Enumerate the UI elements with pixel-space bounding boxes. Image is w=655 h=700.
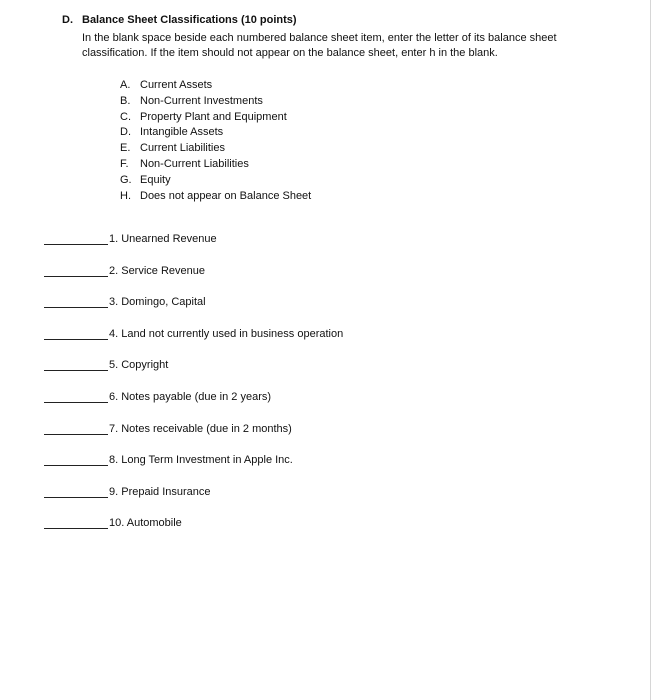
list-item — [44, 485, 343, 517]
answer-blank[interactable] — [44, 327, 108, 340]
list-item — [44, 358, 343, 390]
section-heading — [62, 14, 297, 26]
item-label: 4. Land not currently used in business operation — [109, 327, 344, 340]
page-edge-divider — [650, 0, 651, 700]
list-item — [44, 422, 343, 454]
option-letter: C. — [120, 110, 131, 123]
answer-blank[interactable] — [44, 422, 108, 435]
option-letter: E. — [120, 142, 131, 155]
item-label: 9. Prepaid Insurance — [109, 485, 211, 498]
list-item — [44, 232, 343, 264]
section-letter: D. — [62, 14, 73, 26]
section-title: Balance Sheet Classifications (10 points) — [82, 14, 297, 26]
item-label: 8. Long Term Investment in Apple Inc. — [109, 454, 293, 467]
option-label: Non-Current Liabilities — [140, 157, 249, 170]
item-label: 3. Domingo, Capital — [109, 296, 206, 309]
answer-blank[interactable] — [44, 232, 108, 245]
option-item — [120, 110, 311, 126]
option-label: Property Plant and Equipment — [140, 110, 287, 123]
option-item — [120, 189, 311, 205]
option-label: Does not appear on Balance Sheet — [140, 189, 312, 202]
item-label: 1. Unearned Revenue — [109, 233, 217, 245]
balance-sheet-items-list — [44, 232, 343, 548]
answer-blank[interactable] — [44, 390, 108, 403]
option-item — [120, 173, 311, 189]
option-label: Intangible Assets — [140, 126, 224, 139]
option-label: Current Assets — [140, 79, 213, 91]
option-item — [120, 94, 311, 110]
option-label: Current Liabilities — [140, 142, 225, 155]
answer-blank[interactable] — [44, 453, 108, 466]
answer-blank[interactable] — [44, 516, 108, 529]
option-label: Non-Current Investments — [140, 94, 263, 107]
option-item — [120, 78, 311, 94]
option-item — [120, 157, 311, 173]
option-letter: G. — [120, 173, 132, 186]
list-item — [44, 390, 343, 422]
answer-blank[interactable] — [44, 295, 108, 308]
option-letter: A. — [120, 79, 131, 91]
answer-blank[interactable] — [44, 358, 108, 371]
section-instructions: In the blank space beside each numbered balance sheet item, enter the letter of its balance sheet classification. If the item should not appear on the balance sheet, enter h in the blank. — [82, 32, 557, 59]
option-item — [120, 141, 311, 157]
item-label: 2. Service Revenue — [109, 264, 205, 277]
answer-blank[interactable] — [44, 264, 108, 277]
option-letter: F. — [120, 157, 129, 170]
answer-blank[interactable] — [44, 485, 108, 498]
option-label: Equity — [140, 173, 171, 186]
list-item — [44, 327, 343, 359]
list-item — [44, 264, 343, 296]
classification-options-list — [120, 78, 311, 204]
item-label: 10. Automobile — [109, 517, 182, 530]
option-letter: B. — [120, 94, 131, 107]
list-item — [44, 295, 343, 327]
list-item — [44, 516, 343, 548]
item-label: 7. Notes receivable (due in 2 months) — [109, 422, 292, 435]
option-letter: H. — [120, 189, 131, 202]
item-label: 6. Notes payable (due in 2 years) — [109, 390, 272, 403]
list-item — [44, 453, 343, 485]
item-label: 5. Copyright — [109, 359, 169, 372]
option-item — [120, 125, 311, 141]
option-letter: D. — [120, 126, 131, 139]
